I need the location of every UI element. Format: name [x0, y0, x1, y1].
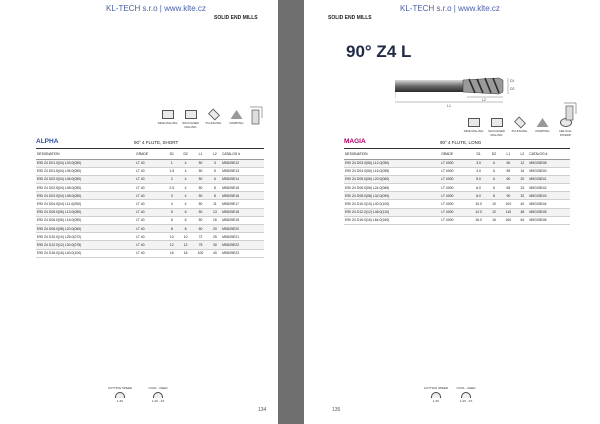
column-header: DESIGNATION — [36, 150, 135, 159]
table-cell: E90 Z4 D12.0(12) L30.0(075) — [36, 241, 135, 249]
table-cell: E90 Z4 D03.0(06) L12.0(050) — [344, 159, 440, 167]
table-cell: 4 — [165, 200, 179, 208]
table-cell: LT 40 — [135, 167, 164, 175]
series-name: MAGIA — [344, 138, 366, 145]
table-cell: E90 Z4 D02.0(04) L06.0(050) — [36, 175, 135, 183]
table-cell: LT 4000 — [440, 192, 469, 200]
table-cell: 10 — [488, 200, 501, 208]
table-cell: 16 — [488, 216, 501, 224]
table-cell: E90 Z4 D16.0(16) L40.0(100) — [36, 249, 135, 257]
table-cell: LT 40 — [135, 208, 164, 216]
dim-l2-label: L2 — [482, 98, 486, 102]
table-cell: 160 — [500, 216, 516, 224]
table-cell: M5G03E44 — [528, 200, 570, 208]
table-cell: M5D05E22 — [221, 241, 264, 249]
page-gutter — [278, 0, 304, 424]
table-cell: 50 — [192, 175, 208, 183]
table-row — [36, 241, 264, 249]
table-cell: M5D05E18 — [221, 208, 264, 216]
table-cell: M5G03E45 — [528, 208, 570, 216]
table-cell: E90 Z4 D06.0(06) L16.0(050) — [36, 216, 135, 224]
table-cell: 72 — [192, 233, 208, 241]
table-cell: 64 — [516, 216, 528, 224]
table-cell: 100 — [500, 200, 516, 208]
table-cell: M5G03E46 — [528, 216, 570, 224]
table-cell: M5G03E08 — [528, 159, 570, 167]
brand-header: KL-TECH s.r.o | www.klte.cz — [400, 4, 500, 13]
table-row — [36, 192, 264, 200]
table-row — [36, 249, 264, 257]
table-cell: 8 — [209, 192, 221, 200]
table-row — [344, 184, 570, 192]
page-number: 135 — [332, 407, 341, 413]
gauge-icon — [115, 392, 125, 398]
column-header: GRADE — [135, 150, 164, 159]
table-row — [36, 184, 264, 192]
table-cell: 50 — [192, 200, 208, 208]
table-cell: LT 40 — [135, 200, 164, 208]
table-cell: E90 Z4 D01.0(04) L03.0(050) — [36, 159, 135, 167]
plunging-icon: PLUNGING — [508, 118, 531, 137]
table-cell: E90 Z4 D16.0(16) L64.0(160) — [344, 216, 440, 224]
table-cell: 6 — [165, 216, 179, 224]
table-cell: 40 — [209, 249, 221, 257]
dim-l1-label: L1 — [447, 104, 451, 108]
table-cell: 3 — [209, 159, 221, 167]
table-cell: E90 Z4 D06.0(06) L24.0(065) — [344, 184, 440, 192]
table-cell: M5D05E13 — [221, 167, 264, 175]
table-cell: M5D05E14 — [221, 175, 264, 183]
cool-feed-indicator: COOL - FEED 1-3X - 4X — [456, 386, 476, 403]
table-row — [36, 167, 264, 175]
table-cell: 12 — [165, 241, 179, 249]
table-cell: 12 — [516, 159, 528, 167]
brand-header: KL-TECH s.r.o | www.klte.cz — [106, 4, 206, 13]
table-cell: 12 — [179, 241, 192, 249]
column-header: L1 — [192, 150, 208, 159]
table-cell: E90 Z4 D01.5(04) L05.0(050) — [36, 167, 135, 175]
cool-feed-indicator: COOL - FEED 1-3X - 4X — [148, 386, 168, 403]
table-cell: 2.5 — [165, 184, 179, 192]
table-row — [36, 208, 264, 216]
side-milling-icon: SIDE MILLING — [462, 118, 485, 137]
table-cell: 50 — [192, 216, 208, 224]
column-header: D1 — [165, 150, 179, 159]
table-cell: 8 — [179, 225, 192, 233]
table-cell: LT 4000 — [440, 159, 469, 167]
table-cell: 6.0 — [470, 184, 488, 192]
table-cell: 50 — [192, 192, 208, 200]
table-cell: 6 — [488, 159, 501, 167]
table-cell: 10.0 — [470, 200, 488, 208]
table-row — [36, 200, 264, 208]
ramping-icon: RAMPING — [531, 118, 554, 137]
table-cell: LT 4000 — [440, 208, 469, 216]
series-subtitle: 90° 4 FLUTE, SHORT — [134, 140, 179, 145]
table-cell: 13 — [209, 208, 221, 216]
ramping-icon: RAMPING — [225, 110, 248, 129]
shoulder-milling-icon: SHOULDER MILLING — [485, 118, 508, 137]
table-cell: 90 — [500, 192, 516, 200]
page-number: 134 — [258, 407, 267, 413]
table-cell: LT 40 — [135, 233, 164, 241]
plunging-icon: PLUNGING — [202, 110, 225, 129]
table-cell: 16 — [516, 167, 528, 175]
table-cell: E90 Z4 D08.0(08) L32.0(090) — [344, 192, 440, 200]
table-cell: 10 — [179, 233, 192, 241]
table-cell: 11 — [209, 200, 221, 208]
product-title: 90° Z4 L — [346, 42, 412, 61]
table-cell: M5D05E12 — [221, 159, 264, 167]
table-cell: LT 4000 — [440, 216, 469, 224]
table-row — [344, 200, 570, 208]
table-cell: 30 — [209, 241, 221, 249]
product-table — [36, 150, 264, 258]
table-row — [344, 216, 570, 224]
table-cell: E90 Z4 D04.0(06) L16.0(055) — [344, 167, 440, 175]
table-cell: M5G03E41 — [528, 175, 570, 183]
table-cell: E90 Z4 D04.0(04) L11.0(050) — [36, 200, 135, 208]
table-cell: 60 — [500, 175, 516, 183]
series-name: ALPHA — [36, 138, 59, 145]
table-cell: 8 — [209, 184, 221, 192]
table-cell: 16 — [165, 249, 179, 257]
dim-d1-label: D1 — [510, 79, 515, 83]
table-cell: 50 — [192, 167, 208, 175]
table-cell: 12.0 — [470, 208, 488, 216]
table-cell: 20 — [516, 175, 528, 183]
table-cell: E90 Z4 D08.0(08) L20.0(060) — [36, 225, 135, 233]
gauge-icon — [461, 392, 471, 398]
table-cell: 4.0 — [470, 167, 488, 175]
table-cell: LT 4000 — [440, 175, 469, 183]
table-cell: 60 — [192, 225, 208, 233]
table-cell: LT 40 — [135, 192, 164, 200]
table-cell: 50 — [192, 159, 208, 167]
table-cell: 12 — [488, 208, 501, 216]
angle-90-diagram-icon — [244, 104, 268, 126]
column-header: CATALOG # — [221, 150, 264, 159]
table-cell: M5G03E40 — [528, 167, 570, 175]
table-row — [344, 192, 570, 200]
table-cell: 40 — [516, 200, 528, 208]
table-cell: 4 — [179, 159, 192, 167]
table-cell: 6 — [488, 184, 501, 192]
column-header: CATALOG # — [528, 150, 570, 159]
dim-d2-label: D2 — [510, 87, 515, 91]
table-row — [36, 175, 264, 183]
table-cell: M5D05E15 — [221, 184, 264, 192]
table-cell: 65 — [500, 184, 516, 192]
table-cell: 110 — [500, 208, 516, 216]
side-milling-icon: SIDE MILLING — [156, 110, 179, 129]
table-cell: 8 — [165, 225, 179, 233]
divider — [344, 148, 570, 149]
table-row — [344, 167, 570, 175]
series-subtitle: 90° 4 FLUTE, LONG — [440, 140, 482, 145]
table-cell: 4 — [179, 200, 192, 208]
column-header: DESIGNATION — [344, 150, 440, 159]
table-cell: 8 — [488, 192, 501, 200]
table-cell: 6 — [488, 167, 501, 175]
table-cell: 1 — [165, 159, 179, 167]
table-cell: 5 — [165, 208, 179, 216]
table-cell: 100 — [192, 249, 208, 257]
table-cell: 10 — [165, 233, 179, 241]
table-cell: M5D05E20 — [221, 225, 264, 233]
table-cell: LT 40 — [135, 225, 164, 233]
table-row — [36, 159, 264, 167]
table-cell: 4 — [179, 184, 192, 192]
end-mill-drawing — [395, 62, 520, 112]
table-cell: 16.0 — [470, 216, 488, 224]
table-cell: LT 40 — [135, 184, 164, 192]
shoulder-milling-icon: SHOULDER MILLING — [179, 110, 202, 129]
table-cell: 25 — [209, 233, 221, 241]
table-cell: LT 4000 — [440, 184, 469, 192]
cutting-speed-indicator: CUTTING SPEED 1-3X — [107, 386, 133, 403]
table-cell: 5.0 — [470, 175, 488, 183]
table-row — [344, 208, 570, 216]
table-cell: 50 — [500, 159, 516, 167]
table-cell: LT 40 — [135, 249, 164, 257]
table-cell: LT 40 — [135, 159, 164, 167]
table-cell: 4 — [179, 192, 192, 200]
table-cell: 20 — [209, 225, 221, 233]
gauge-icon — [153, 392, 163, 398]
table-row — [344, 175, 570, 183]
table-cell: M5D05E23 — [221, 249, 264, 257]
table-cell: 48 — [516, 208, 528, 216]
helical-interpolation-icon: HELICAL INTERP. — [554, 118, 577, 137]
table-cell: 8.0 — [470, 192, 488, 200]
table-cell: E90 Z4 D02.5(04) L08.0(050) — [36, 184, 135, 192]
table-cell: E90 Z4 D05.0(06) L13.0(050) — [36, 208, 135, 216]
table-cell: 6 — [179, 216, 192, 224]
table-cell: LT 4000 — [440, 167, 469, 175]
angle-90-diagram-icon — [558, 100, 582, 124]
table-header-row — [36, 150, 264, 159]
table-cell: 16 — [179, 249, 192, 257]
column-header: L1 — [500, 150, 516, 159]
table-cell: 3.0 — [470, 159, 488, 167]
operation-icons — [156, 110, 248, 129]
table-cell: 6 — [179, 208, 192, 216]
column-header: L2 — [209, 150, 221, 159]
table-cell: 16 — [209, 216, 221, 224]
table-header-row — [344, 150, 570, 159]
table-cell: E90 Z4 D10.0(10) L40.0(100) — [344, 200, 440, 208]
table-cell: 75 — [192, 241, 208, 249]
table-cell: 4 — [179, 175, 192, 183]
table-cell: E90 Z4 D03.0(04) L08.0(050) — [36, 192, 135, 200]
table-cell: 6 — [488, 175, 501, 183]
table-row — [344, 159, 570, 167]
table-cell: LT 4000 — [440, 200, 469, 208]
gauge-icon — [431, 392, 441, 398]
table-cell: 32 — [516, 192, 528, 200]
table-cell: M5D05E16 — [221, 192, 264, 200]
column-header: D2 — [488, 150, 501, 159]
table-row — [36, 225, 264, 233]
table-cell: LT 40 — [135, 216, 164, 224]
table-cell: 2 — [165, 175, 179, 183]
table-cell: 50 — [192, 208, 208, 216]
cutting-speed-indicator: CUTTING SPEED 1-3X — [423, 386, 449, 403]
table-cell: M5G03E43 — [528, 192, 570, 200]
table-cell: E90 Z4 D12.0(12) L48.0(110) — [344, 208, 440, 216]
table-cell: M5D05E17 — [221, 200, 264, 208]
table-cell: M5D05E19 — [221, 216, 264, 224]
table-cell: E90 Z4 D05.0(06) L20.0(060) — [344, 175, 440, 183]
table-row — [36, 216, 264, 224]
table-row — [36, 233, 264, 241]
table-cell: 24 — [516, 184, 528, 192]
table-cell: E90 Z4 D10.0(10) L25.0(072) — [36, 233, 135, 241]
column-header: L2 — [516, 150, 528, 159]
column-header: GRADE — [440, 150, 469, 159]
table-cell: M5G03E42 — [528, 184, 570, 192]
table-cell: M5D05E21 — [221, 233, 264, 241]
section-tag: SOLID END MILLS — [214, 15, 258, 21]
table-cell: 50 — [192, 184, 208, 192]
table-cell: 3 — [165, 192, 179, 200]
table-cell: 4 — [179, 167, 192, 175]
table-cell: 5 — [209, 167, 221, 175]
left-catalog-page — [0, 0, 278, 424]
table-cell: 55 — [500, 167, 516, 175]
shank-shape — [395, 80, 463, 92]
column-header: D1 — [470, 150, 488, 159]
product-table — [344, 150, 570, 225]
table-cell: 1.5 — [165, 167, 179, 175]
table-cell: LT 40 — [135, 241, 164, 249]
table-cell: LT 40 — [135, 175, 164, 183]
table-cell: 6 — [209, 175, 221, 183]
column-header: D2 — [179, 150, 192, 159]
divider — [36, 148, 264, 149]
section-tag: SOLID END MILLS — [328, 15, 372, 21]
